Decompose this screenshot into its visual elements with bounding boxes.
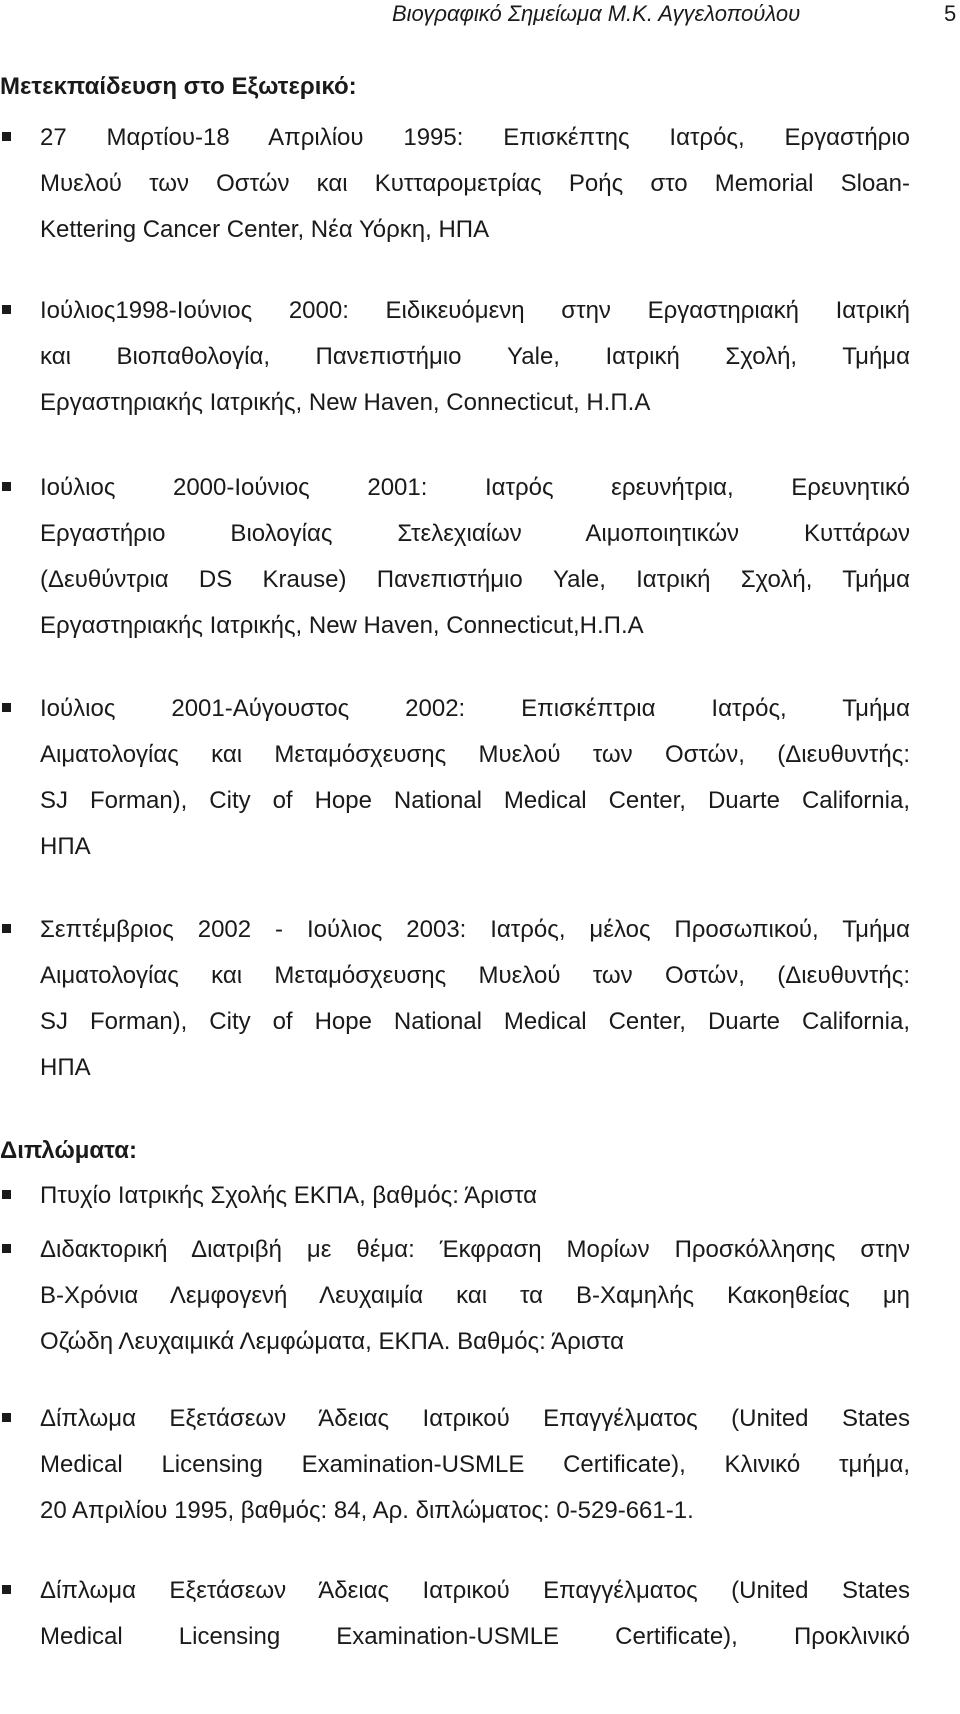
page-header (0, 0, 960, 40)
list-item-text: Ιούλιος1998-Ιούνιος 2000: Ειδικευόμενη στην Εργαστηριακή Ιατρική και Βιοπαθολογία, Πανεπιστήμιο Yale, Ιατρική Σχολή, Τμήμα Εργαστηριακής Ιατρικής, New Haven, Connecticut, Η.Π.Α (40, 297, 910, 416)
section-title-training: Μετεκπαίδευση στο Εξωτερικό: (0, 73, 357, 100)
bullet-icon (2, 1585, 11, 1594)
list-item-text: Ιούλιος 2000-Ιούνιος 2001: Ιατρός ερευνήτρια, Ερευνητικό Εργαστήριο Βιολογίας Στελεχιαίων Αιμοποιητικών Κυττάρων (Δευθύντρια DS Krause) Πανεπιστήμιο Yale, Ιατρική Σχολή, Τμήμα Εργαστηριακής Ιατρικής, New Haven, Connecticut,Η.Π.Α (40, 474, 910, 639)
bullet-icon (2, 305, 11, 314)
list-item-text: Διδακτορική Διατριβή με θέμα: Έκφραση Μορίων Προσκόλλησης στην Β-Χρόνια Λεμφογενή Λευχαιμία και τα Β-Χαμηλής Κακοηθείας μη Οζώδη Λευχαιμικά Λεμφώματα, ΕΚΠΑ. Βαθμός: Άριστα (40, 1236, 910, 1355)
bullet-icon (2, 924, 11, 933)
list-item-text: Πτυχίο Ιατρικής Σχολής ΕΚΠΑ, βαθμός: Άριστα (40, 1182, 538, 1209)
bullet-icon (2, 1244, 11, 1253)
bullet-icon (2, 1190, 11, 1199)
running-header-title: Βιογραφικό Σημείωμα Μ.Κ. Αγγελοπούλου (392, 1, 801, 26)
bullet-icon (2, 1413, 11, 1422)
list-item-text: Ιούλιος 2001-Αύγουστος 2002: Επισκέπτρια Ιατρός, Τμήμα Αιματολογίας και Μεταμόσχευσης Μυελού των Οστών, (Διευθυντής: SJ Forman), City of Hope National Medical Center, Duarte California, ΗΠΑ (40, 695, 910, 860)
section-title-diplomas: Διπλώματα: (0, 1137, 137, 1164)
page-number: 5 (944, 1, 957, 26)
bullet-icon (2, 132, 11, 141)
bullet-icon (2, 703, 11, 712)
bullet-icon (2, 482, 11, 491)
list-item-text: 27 Μαρτίου-18 Απριλίου 1995: Επισκέπτης Ιατρός, Εργαστήριο Μυελού των Οστών και Κυτταρομετρίας Ροής στο Memorial Sloan- Kettering Cancer Center, Νέα Υόρκη, ΗΠΑ (40, 124, 910, 243)
list-item-text: Δίπλωμα Εξετάσεων Άδειας Ιατρικού Επαγγέλματος (United States Medical Licensing Examination-USMLE Certificate), Κλινικό τμήμα, 20 Απριλίου 1995, βαθμός: 84, Αρ. διπλώματος: 0-529-661-1. (40, 1405, 910, 1524)
list-item-text: Δίπλωμα Εξετάσεων Άδειας Ιατρικού Επαγγέλματος (United States Medical Licensing Examination-USMLE Certificate), Προκλινικό (40, 1577, 910, 1650)
list-item-text: Σεπτέμβριος 2002 - Ιούλιος 2003: Ιατρός, μέλος Προσωπικού, Τμήμα Αιματολογίας και Μεταμόσχευσης Μυελού των Οστών, (Διευθυντής: SJ Forman), City of Hope National Medical Center, Duarte California, ΗΠΑ (40, 916, 910, 1081)
